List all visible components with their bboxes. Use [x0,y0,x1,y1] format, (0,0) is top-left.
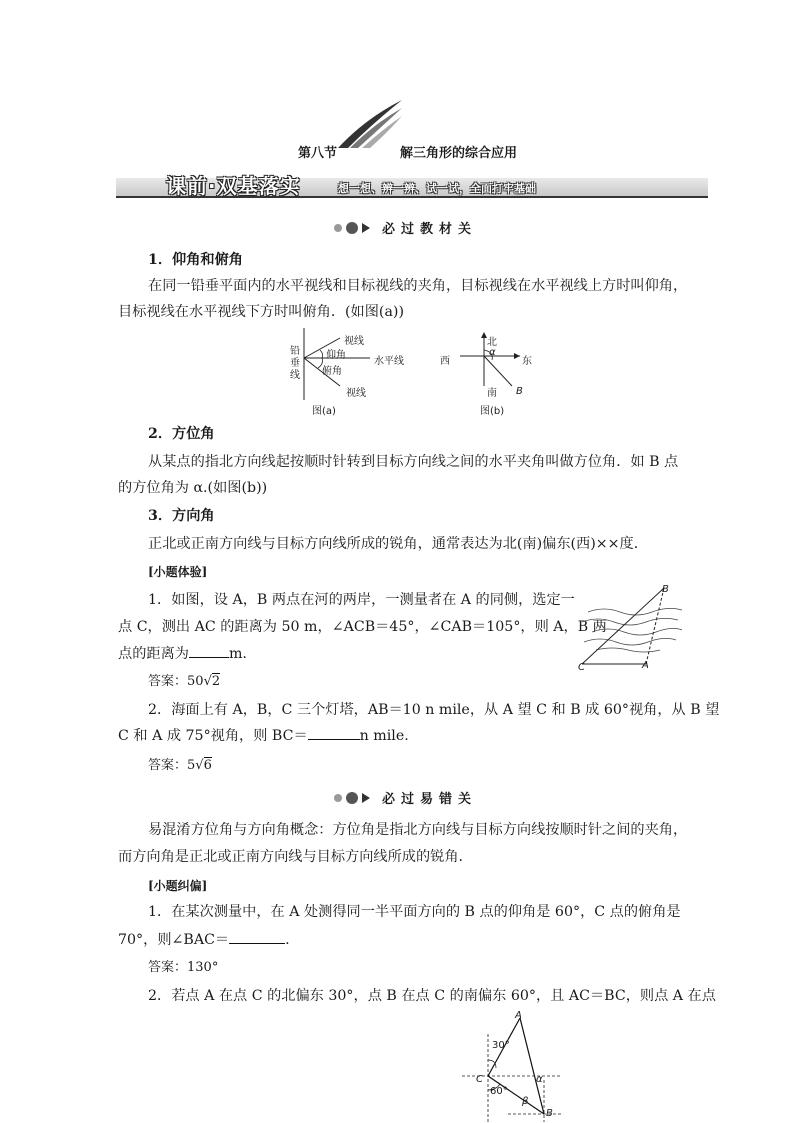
q1-line3-text: 点的距离为 [118,646,189,662]
q1-answer-label: 答案： [148,674,188,689]
q2-answer-coef: 5 [187,758,196,773]
fig-a-caption: 图(a) [312,406,336,417]
sqrt-symbol: √ [195,758,204,773]
fig-b-west: 西 [440,356,450,367]
bearing-fig-a: A [515,1010,522,1021]
sec2-line2: 而方向角是正北或正南方向线与目标方向线所成的锐角． [118,849,473,865]
section-title: 解三角形的综合应用 [400,146,518,161]
section-number: 第八节 [298,146,338,161]
item2-line2: 的方位角为 α.(如图(b)) [118,480,268,496]
bullet-dots-icon [332,790,376,806]
fig-a-depression: 俯角 [322,366,342,377]
q1-answer [148,668,708,696]
item1-line1: 在同一铅垂平面内的水平视线和目标视线的夹角，目标视线在水平视线上方时叫仰角， [148,278,688,294]
bearing-fig-c: C [476,1074,483,1085]
item3-line1: 正北或正南方向线与目标方向线所成的锐角，通常表达为北(南)偏东(西)××度． [148,536,648,552]
section-heading-1-text: 必过教材关 [382,222,478,237]
sec2-q1-line2-end: . [285,932,290,948]
item2-line1: 从某点的指北方向线起按顺时针转到目标方向线之间的水平夹角叫做方位角．如 B 点 [148,454,679,470]
sec2-q1-answer-blank [229,943,285,944]
practice-tag: [小题体验] [148,565,208,579]
bullet-dots-icon [332,220,376,236]
q2-line1: 2．海面上有 A，B，C 三个灯塔，AB＝10 n mile，从 A 望 C 和 B 成 60°视角，从 B 望 [148,702,720,718]
q1-answer-radicand: 2 [211,674,221,689]
fig-a-horizontal: 水平线 [374,356,404,367]
q2-line2 [118,722,678,750]
correction-tag: [小题纠偏] [148,879,208,893]
sec2-q1-answer: 答案：130° [148,960,219,975]
river-fig-c: C [578,662,585,673]
sqrt-symbol: √ [203,674,212,689]
q2-line2-unit: n mile. [359,728,409,744]
fig-a-sight-down: 视线 [346,388,366,399]
bearing-fig-60: 60° [490,1086,508,1097]
sec2-q1-line2 [118,926,678,954]
bearing-figure [458,1010,568,1123]
q1-line2: 点 C，测出 AC 的距离为 50 m，∠ACB＝45°，∠CAB＝105°，则 A，B 两 [118,619,607,635]
fig-a-vertical-label: 铅垂线 [290,346,300,381]
river-fig-b: B [662,584,669,595]
fig-b-south: 南 [487,388,497,399]
header-swoosh [336,98,406,150]
fig-b-caption: 图(b) [480,406,505,417]
river-fig-a: A [642,660,649,671]
fig-b-east: 东 [522,356,532,367]
river-figure [574,582,684,674]
q1-line3-unit: m. [228,646,247,662]
banner-title: 课前·双基落实 [166,174,301,198]
q2-answer-label: 答案： [148,758,188,773]
q2-answer-radicand: 6 [203,758,212,773]
item1-line2: 目标视线在水平视线下方时叫俯角．(如图(a)) [118,304,404,320]
bearing-fig-beta: β [522,1096,529,1107]
sec2-q2-line1: 2．若点 A 在点 C 的北偏东 30°，点 B 在点 C 的南偏东 60°，且 AC＝BC，则点 A 在点 [148,988,716,1004]
bearing-fig-b: B [546,1108,553,1119]
sec2-q1-line2-text: 70°，则∠BAC＝ [118,932,230,948]
fig-b-north: 北 [487,337,497,348]
q2-answer-blank [308,739,360,740]
q1-answer-blank [189,657,229,658]
bearing-fig-alpha: α [536,1074,543,1085]
banner-subtitle: 想一想、辨一辨、试一试，全面打牢基础 [338,182,536,195]
fig-a-sight-up: 视线 [344,336,364,347]
section-heading-2-text: 必过易错关 [382,792,478,807]
bearing-fig-30: 30° [492,1040,510,1051]
item1-title: 1．仰角和俯角 [148,252,243,268]
sec2-q1-line1: 1．在某次测量中，在 A 处测得同一半平面方向的 B 点的仰角是 60°，C 点的俯角是 [148,904,681,920]
q1-line1: 1．如图，设 A，B 两点在河的两岸，一测量者在 A 的同侧，选定一 [148,592,575,608]
fig-b-alpha: α [489,347,496,358]
q2-answer [148,752,708,780]
banner [116,174,708,198]
q2-line2-text: C 和 A 成 75°视角，则 BC＝ [118,728,308,744]
item3-title: 3．方向角 [148,508,215,524]
fig-b-point-b: B [516,386,523,397]
fig-a-elevation: 仰角 [326,350,346,361]
q1-answer-coef: 50 [187,674,204,689]
item2-title: 2．方位角 [148,426,215,442]
sec2-line1: 易混淆方位角与方向角概念：方位角是指北方向线与目标方向线按顺时针之间的夹角， [148,822,688,838]
